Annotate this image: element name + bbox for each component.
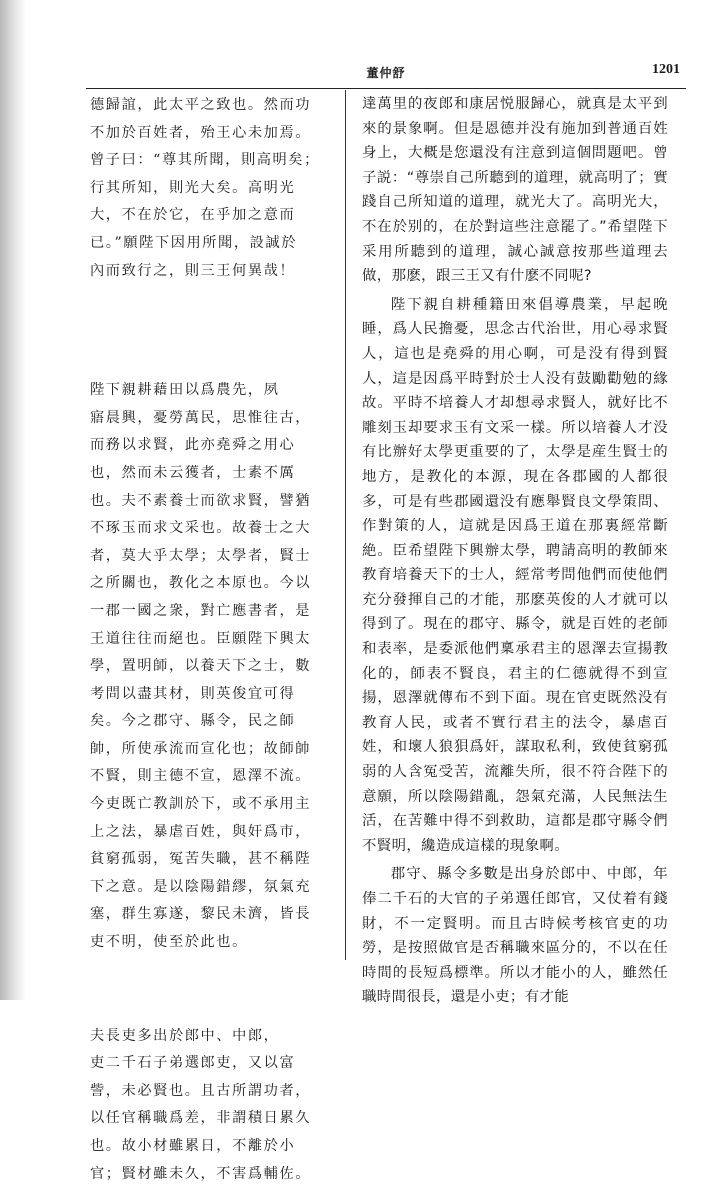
translation-column: [362, 92, 668, 1010]
classical-paragraph-2: 陛下親耕藉田以爲農先，夙 寤晨興，憂勞萬民，思惟往古， 而務以求賢，此亦堯舜之用心 也，然而未云獲者，士素不厲 也。夫不素養士而欲求賢，譬猶 不琢玉而求文采也。故養士之大 者，莫大乎太學；太學者，賢士 之所關也，教化之本原也。今以 一郡一國之衆，對亡應書者，是 王道往往而絕也。臣願陛下興太 學，置明師，以養天下之士，數 考問以盡其材，則英俊宜可得 矣。今之郡守、縣令，民之師 帥，所使承流而宣化也；故師帥 不賢，則主德不宣，恩澤不流。 今吏既亡教訓於下，或不承用主 上之法，暴虐百姓，與奸爲市， 貧窮孤弱，冤苦失職，甚不稱陛 下之意。是以陰陽錯繆，氛氣充 塞，群生寡遂，黎民未濟，皆長 吏不明，使至於此也。: [90, 382, 312, 951]
column-divider: [345, 90, 346, 960]
classical-paragraph-3: 夫長吏多出於郎中、中郎， 吏二千石子弟選郎吏，又以富 訾，未必賢也。且古所謂功者， 以任官稱職爲差，非謂積日累久 也。故小材雖累日，不離於小 官；賢材雖未久，不害爲輔佐。: [90, 1027, 312, 1182]
classical-paragraph-1: 德歸誼，此太平之致也。然而功 不加於百姓者，殆王心未加焉。 曾子曰：“尊其所聞，則高明矣； 行其所知，則光大矣。高明光 大，不在於它，在乎加之意而 已。”願陛下因用所聞，設誠於 內而致行之，則三王何異哉！: [90, 97, 320, 279]
classical-text-column: [90, 92, 326, 1188]
paragraph-gap: [90, 957, 326, 1023]
translation-paragraph-2: 陛下親自耕種籍田來倡導農業，早起晚睡，爲人民擔憂，思念古代治世，用心尋求賢人，這也是堯舜的用心啊，可是没有得到賢人，這是因爲平時對於士人没有鼓勵勸勉的緣故。平時不培養人才却想尋求賢人，就好比不雕刻玉却要求玉有文采一樣。所以培養人才没有比辦好太學更重要的了，太學是産生賢士的地方，是教化的本源，現在各郡國的人都很多，可是有些郡國還没有應舉賢良文學策問、作對策的人，這就是因爲王道在那裏經常斷絶。臣希望陛下興辦太學，聘請高明的教師來教育培養天下的士人，經常考問他們而使他們充分發揮自己的才能，那麽英俊的人才就可以得到了。現在的郡守、縣令，就是百姓的老師和表率，是委派他們稟承君主的恩澤去宣揚教化的，師表不賢良，君主的仁德就得不到宣揚，恩澤就傳布不到下面。現在官吏既然没有教育人民，或者不實行君主的法令，暴虐百姓，和壞人狼狽爲奸，謀取私利，致使貧窮孤弱的人含冤受苦，流離失所，很不符合陛下的意願，所以陰陽錯亂，怨氣充滿，人民無法生活，在苦難中得不到救助，這都是郡守縣令們不賢明，纔造成這樣的現象啊。: [362, 296, 668, 854]
paragraph-gap: [90, 285, 326, 377]
translation-paragraph-1: 達萬里的夜郎和康居悦服歸心，就真是太平到來的景象啊。但是恩德并没有施加到普通百姓身上，大概是您還没有注意到這個問題吧。曾子説：“尊崇自己所聽到的道理，就高明了；實踐自己所知道的道理，就光大了。高明光大，不在於别的，在於對這些注意罷了。”希望陛下采用所聽到的道理，誠心誠意按那些道理去做，那麽，跟三王又有什麽不同呢?: [362, 96, 668, 285]
running-header: [86, 58, 686, 89]
header-title: 董仲舒: [366, 66, 406, 80]
translation-paragraph-3: 郡守、縣令多數是出身於郎中、中郎，年俸二千石的大官的子弟選任郎官，又仗着有錢財，不一定賢明。而且古時候考核官吏的功勞，是按照做官是否稱職來區分的，不以在任時間的長短爲標準。所以才能小的人，雖然任職時間很長，還是小吏；有才能: [362, 866, 668, 1006]
page-number: 1201: [652, 62, 680, 77]
page-gutter-shadow: [0, 0, 26, 1000]
